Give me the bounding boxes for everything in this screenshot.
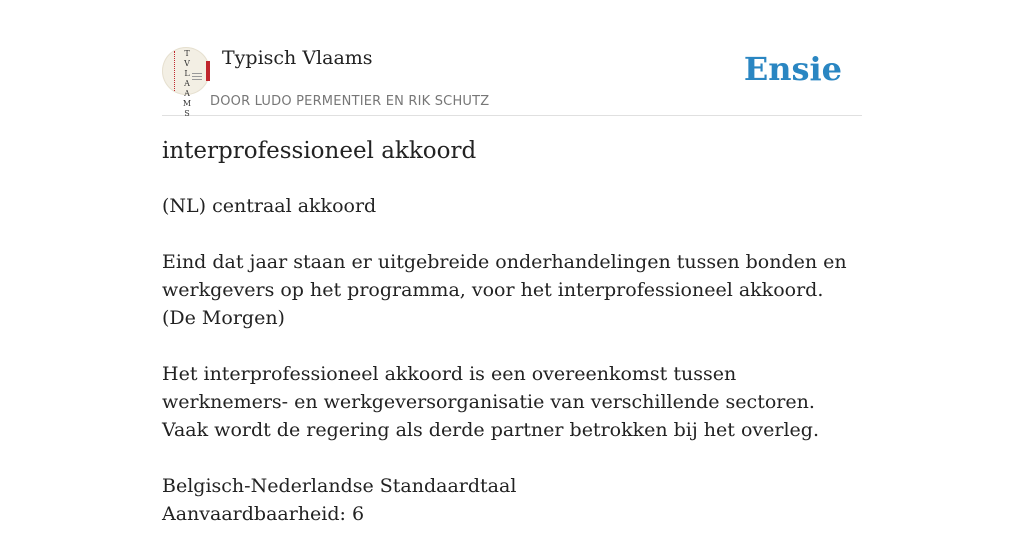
classification-paragraph — [162, 472, 862, 528]
synonym-paragraph — [162, 192, 862, 220]
synonym-text: (NL) centraal akkoord — [162, 195, 377, 217]
example-source: (De Morgen) — [162, 307, 285, 329]
term-title: interprofessioneel akkoord — [162, 138, 477, 164]
book-cover-icon[interactable] — [162, 47, 210, 118]
explanation-paragraph — [162, 360, 862, 444]
explanation-text: Het interprofessioneel akkoord is een overeenkomst tussen werknemers- en werkgeversorganisatie van verschillende sectoren. Vaak wordt de regering als derde partner betrokken bij het overleg. — [162, 363, 819, 441]
example-text: Eind dat jaar staan er uitgebreide onderhandelingen tussen bonden en werkgevers op het programma, voor het interprofessioneel akkoord. — [162, 251, 847, 301]
cover-text: T V L A A M S — [182, 49, 192, 118]
classification-text: Belgisch-Nederlandse Standaardtaal — [162, 475, 517, 497]
cover-lines — [192, 73, 202, 82]
cover-edge — [206, 61, 210, 81]
book-title[interactable]: Typisch Vlaams — [222, 47, 373, 69]
page-header — [162, 44, 862, 116]
definition-body — [162, 192, 862, 556]
example-paragraph — [162, 248, 862, 332]
book-authors: DOOR LUDO PERMENTIER EN RIK SCHUTZ — [210, 94, 490, 109]
acceptability-text: Aanvaardbaarheid: 6 — [162, 503, 365, 525]
ensie-logo-link[interactable]: Ensie — [743, 50, 842, 88]
cover-marks — [174, 51, 178, 91]
